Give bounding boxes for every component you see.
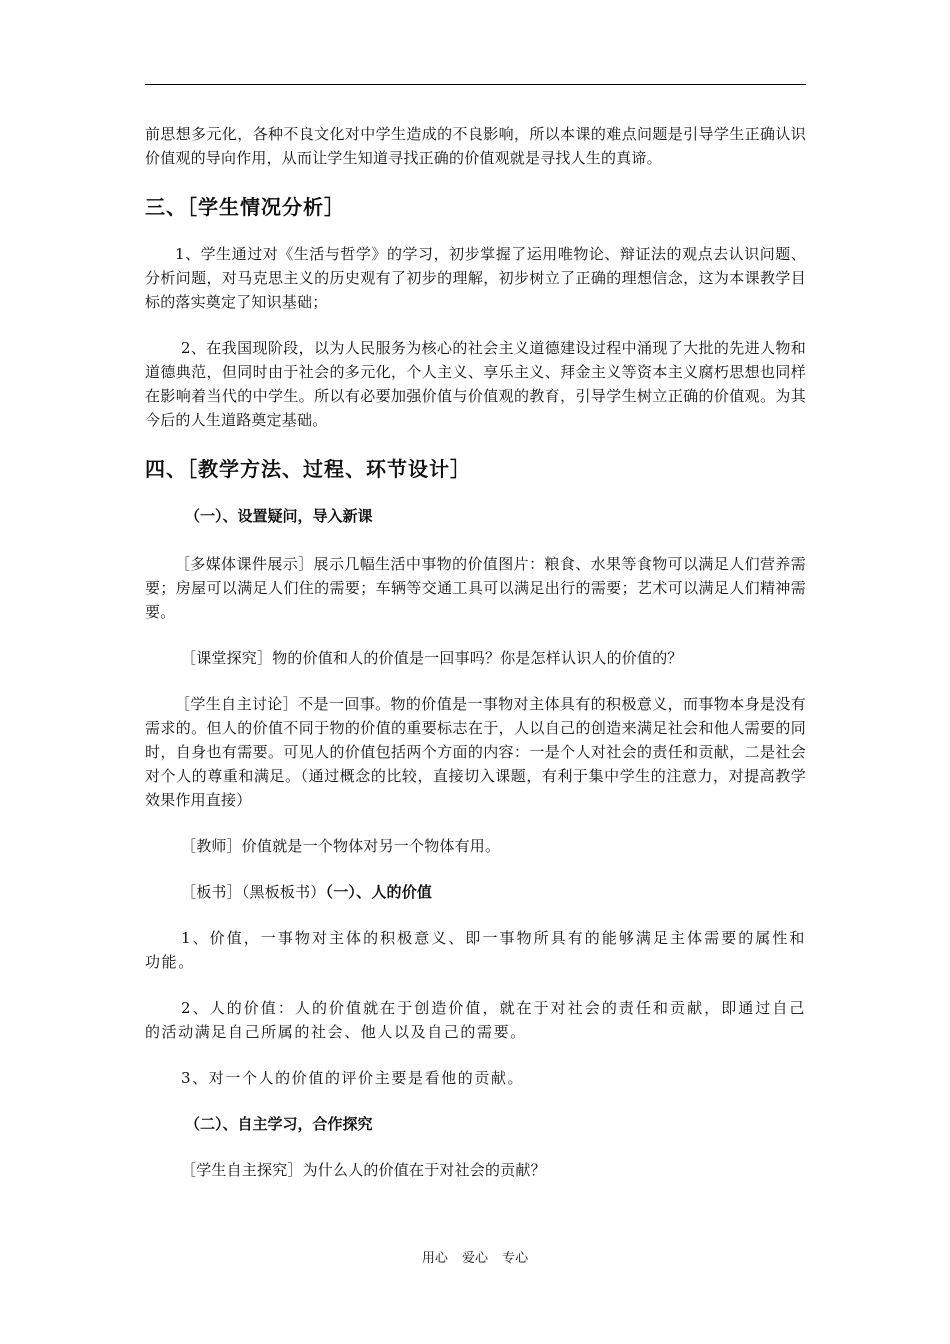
class-explore-paragraph: ［课堂探究］物的价值和人的价值是一回事吗？你是怎样认识人的价值的？ [181,649,683,667]
blackboard-paragraph [145,880,806,904]
document-body [145,122,806,1182]
teacher-paragraph: ［教师］价值就是一个物体对另一个物体有用。 [181,837,501,855]
self-explore-paragraph: ［学生自主探究］为什么人的价值在于对社会的贡献？ [181,1161,546,1179]
blackboard-label: ［板书］（黑板板书） [181,883,326,901]
blackboard-title: （一）、人的价值 [325,883,433,901]
definition-1: 1、价值，一事物对主体的积极意义、即一事物所具有的能够满足主体需要的属性和功能。 [145,929,806,971]
definition-3: 3、对一个人的价值的评价主要是看他的贡献。 [181,1069,525,1087]
section-3-paragraph-2: 2、在我国现阶段，以为人民服务为核心的社会主义道德建设过程中涌现了大批的先进人物和道德典范，但同时由于社会的多元化，个人主义、享乐主义、拜金主义等资本主义腐朽思想也同样在影响着当代的中学生。所以有必要加强价值与价值观的教育，引导学生树立正确的价值观。为其今后的人生道路奠定基础。 [145,339,806,429]
header-rule [145,84,806,85]
subsection-2-heading: （二）、自主学习，合作探究 [185,1115,373,1133]
intro-paragraph: 前思想多元化，各种不良文化对中学生造成的不良影响，所以本课的难点问题是引导学生正确认识价值观的导向作用，从而让学生知道寻找正确的价值观就是寻找人生的真谛。 [145,125,806,167]
section-3-paragraph-1: 1、学生通过对《生活与哲学》的学习，初步掌握了运用唯物论、辩证法的观点去认识问题、分析问题，对马克思主义的历史观有了初步的理解，初步树立了正确的理想信念，这为本课教学目标的落实奠定了知识基础； [145,245,806,311]
section-3-heading: 三、［学生情况分析］ [145,195,345,219]
section-4-heading: 四、［教学方法、过程、环节设计］ [145,457,471,481]
page-footer: 用心 爱心 专心 [421,1251,529,1266]
multimedia-paragraph: ［多媒体课件展示］展示几幅生活中事物的价值图片：粮食、水果等食物可以满足人们营养需要；房屋可以满足人们住的需要；车辆等交通工具可以满足出行的需要；艺术可以满足人们精神需要。 [145,555,806,621]
student-discussion-paragraph: ［学生自主讨论］不是一回事。物的价值是一事物对主体具有的积极意义，而事物本身是没有需求的。但人的价值不同于物的价值的重要标志在于，人以自己的创造来满足社会和他人需要的同时，自身也有需要。可见人的价值包括两个方面的内容：一是个人对社会的责任和贡献，二是社会对个人的尊重和满足。（通过概念的比较，直接切入课题，有利于集中学生的注意力，对提高教学效果作用直接） [145,695,806,809]
definition-2: 2、人的价值：人的价值就在于创造价值，就在于对社会的责任和贡献，即通过自己的活动满足自己所属的社会、他人以及自己的需要。 [145,999,806,1041]
subsection-1-heading: （一）、设置疑问，导入新课 [185,507,373,525]
